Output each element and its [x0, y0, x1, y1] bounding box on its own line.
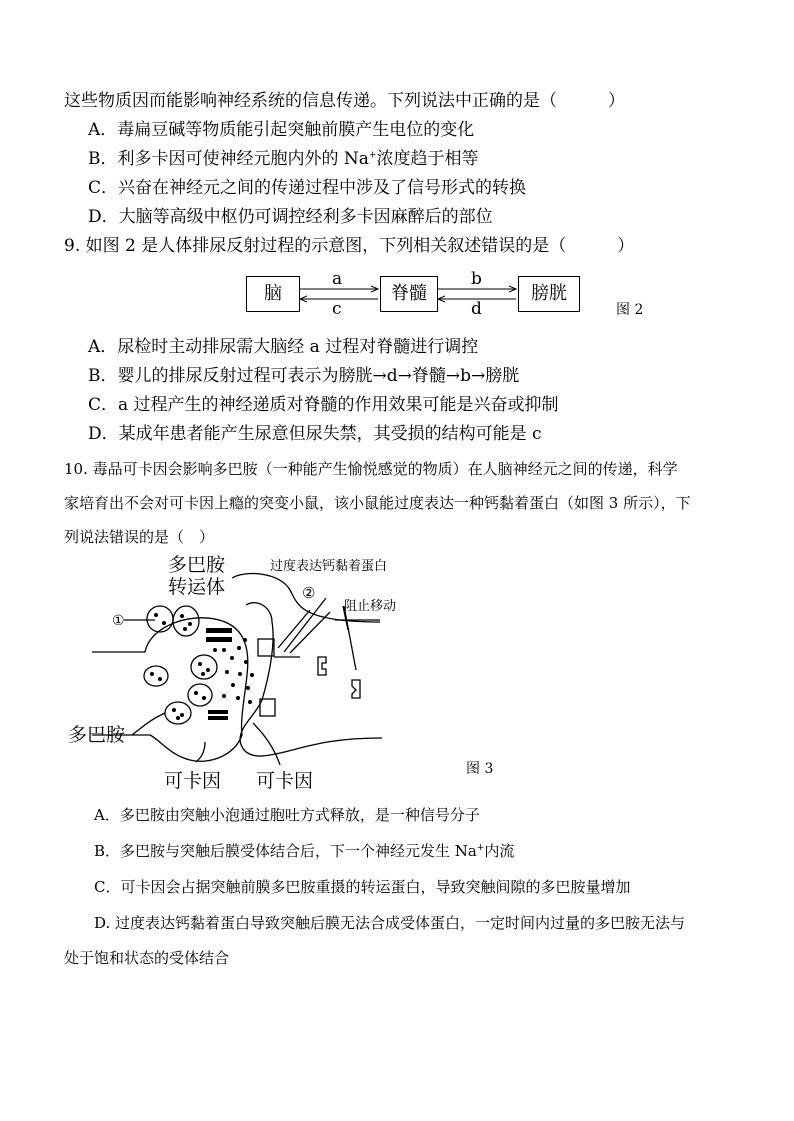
figure-3-caption: 图 3 [466, 761, 494, 777]
transporter-label-line1: 多巴胺 [168, 554, 226, 576]
q9-option-c: C．a 过程产生的神经递质对脊髓的作用效果可能是兴奋或抑制 [88, 395, 559, 415]
cocaine-label-1: 可卡因 [164, 770, 222, 792]
label-d: d [471, 299, 482, 319]
q8-option-a: A．毒扁豆碱等物质能引起突触前膜产生电位的变化 [88, 120, 475, 140]
dopamine-molecules [150, 613, 254, 720]
q8-option-b: B．利多卡因可使神经元胞内外的 Na+浓度趋于相等 [88, 149, 479, 169]
q9-option-b: B．婴儿的排尿反射过程可表示为膀胱→d→脊髓→b→膀胱 [88, 366, 520, 386]
q8-option-d: D．大脑等高级中枢仍可调控经利多卡因麻醉后的部位 [88, 207, 493, 227]
figure-3-synapse [0, 550, 794, 800]
overexpress-label: 过度表达钙黏着蛋白 [270, 559, 388, 574]
q10-option-c: C．可卡因会占据突触前膜多巴胺重摄的转运蛋白，导致突触间隙的多巴胺量增加 [94, 878, 631, 896]
spinal-cord-box: 脊髓 [380, 276, 438, 312]
q10-option-a: A．多巴胺由突触小泡通过胞吐方式释放，是一种信号分子 [94, 806, 480, 824]
q10-stem-line2: 家培育出不会对可卡因上瘾的突变小鼠，该小鼠能过度表达一种钙黏着蛋白（如图 3 所示），下 [64, 494, 691, 512]
dopamine-label: 多巴胺 [68, 724, 126, 746]
q10-stem-line3: 列说法错误的是（ ） [64, 528, 215, 546]
q10-option-d-line2: 处于饱和状态的受体结合 [64, 949, 230, 967]
block-label: 阻止移动 [344, 599, 397, 614]
brain-box: 脑 [246, 276, 300, 312]
label-c: c [332, 299, 342, 319]
q10-stem-line1: 10. 毒品可卡因会影响多巴胺（一种能产生愉悦感觉的物质）在人脑神经元之间的传递，科学 [64, 460, 678, 478]
synapse-drawing [0, 550, 794, 800]
q10-option-d-line1: D. 过度表达钙黏着蛋白导致突触后膜无法合成受体蛋白，一定时间内过量的多巴胺无法与 [94, 914, 686, 932]
label-b: b [471, 269, 482, 289]
q10-option-b: B．多巴胺与突触后膜受体结合后，下一个神经元发生 Na+内流 [94, 842, 515, 860]
circle-2-label: ② [302, 584, 316, 602]
transporter-label-line2: 转运体 [168, 576, 226, 598]
q8-stem: 这些物质因而能影响神经系统的信息传递。下列说法中正确的是（ ） [64, 91, 625, 111]
circle-1-label: ① [112, 613, 125, 629]
label-a: a [332, 269, 343, 289]
q9-stem: 9. 如图 2 是人体排尿反射过程的示意图，下列相关叙述错误的是（ ） [64, 236, 635, 256]
cocaine-label-2: 可卡因 [256, 770, 314, 792]
q8-option-c: C．兴奋在神经元之间的传递过程中涉及了信号形式的转换 [88, 178, 527, 198]
figure-2-caption: 图 2 [616, 302, 644, 318]
bladder-box: 膀胱 [518, 276, 580, 312]
q9-option-a: A．尿检时主动排尿需大脑经 a 过程对脊髓进行调控 [88, 337, 479, 357]
q9-option-d: D．某成年患者能产生尿意但尿失禁，其受损的结构可能是 c [88, 424, 542, 444]
